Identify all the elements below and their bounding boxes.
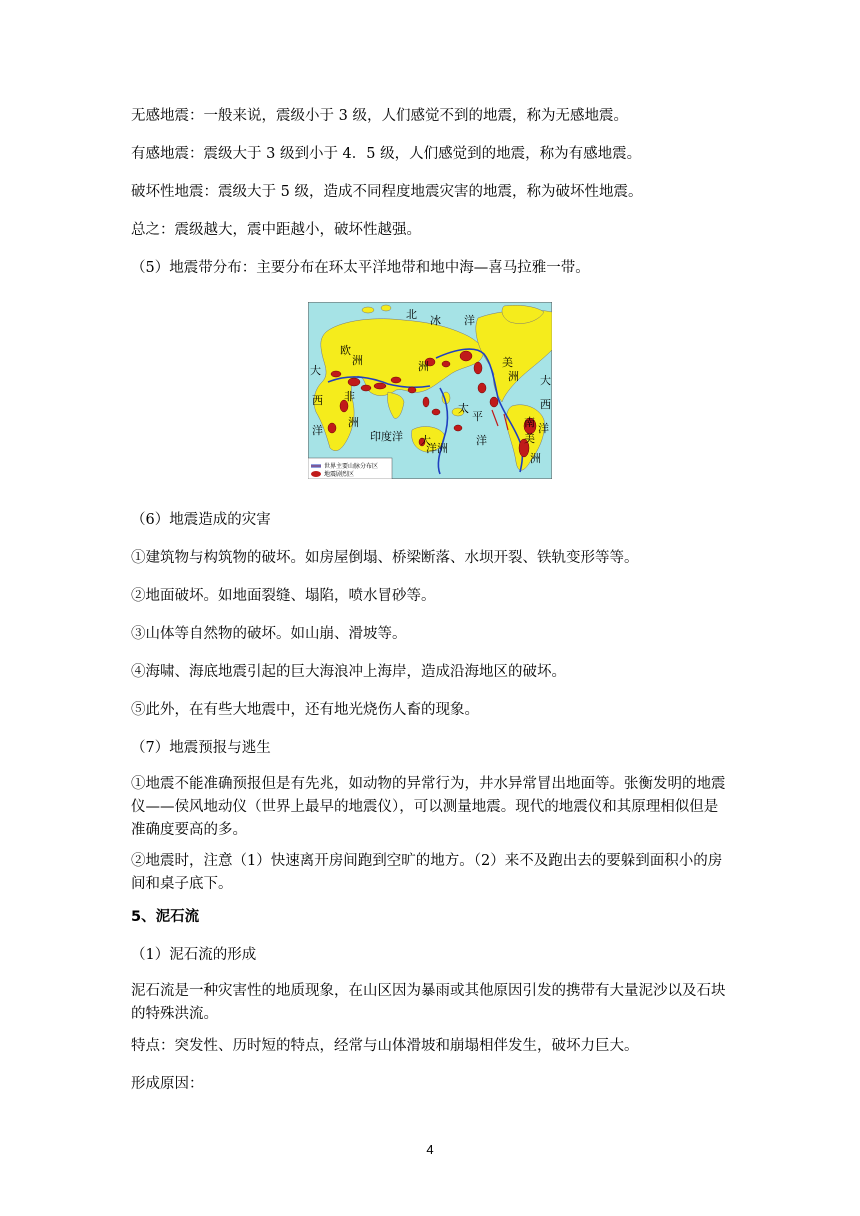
para-disaster-heading: （6）地震造成的灾害 [131,512,271,528]
label-pacific-3: 洋 [476,434,487,447]
para-debris-heading: （1）泥石流的形成 [131,947,257,963]
label-na-1: 美 [502,356,513,369]
legend-quake-swatch [311,471,321,477]
label-europe-2: 洲 [352,354,363,367]
label-atlantic-e-3: 洋 [538,422,549,435]
label-europe-1: 欧 [340,344,351,357]
para-felt-quake: 有感地震：震级大于 3 级到小于 4．5 级，人们感觉到的地震，称为有感地震。 [131,146,642,162]
legend-mountains-label: 世界主要山脉分布区 [324,463,379,470]
label-indian-ocean: 印度洋 [370,430,403,443]
para-disaster-1: ①建筑物与构筑物的破坏。如房屋倒塌、桥梁断落、水坝开裂、铁轨变形等等。 [131,550,639,566]
para-forecast-heading: （7）地震预报与逃生 [131,740,271,756]
label-ice: 冰 [430,314,441,327]
para-debris-definition: 泥石流是一种灾害性的地质现象，在山区因为暴雨或其他原因引发的携带有大量泥沙以及石块的特殊洪流。 [131,983,726,1022]
para-debris-causes: 形成原因： [131,1076,204,1092]
label-atlantic-w-3: 洋 [312,424,323,437]
para-disaster-5: ⑤此外，在有些大地震中，还有地光烧伤人畜的现象。 [131,702,479,718]
label-arctic-ocean: 洋 [464,314,475,327]
para-insensible-quake: 无感地震：一般来说，震级小于 3 级，人们感觉不到的地震，称为无感地震。 [131,108,628,124]
para-disaster-2: ②地面破坏。如地面裂缝、塌陷，喷水冒砂等。 [131,588,436,604]
label-oceania-2: 洋洲 [426,442,448,455]
label-atlantic-e-1: 大 [540,374,551,387]
label-na-2: 洲 [508,370,519,383]
seismic-belt-map [308,302,552,479]
para-disaster-3: ③山体等自然物的破坏。如山崩、滑坡等。 [131,626,407,642]
para-forecast-2: ②地震时，注意（1）快速离开房间跑到空旷的地方。（2）来不及跑出去的要躲到面积小的房间和桌子底下。 [131,853,723,892]
section-heading-debris-flow: 5、泥石流 [131,909,200,925]
label-oceania-1: 大 [420,434,431,447]
label-africa-1: 非 [344,390,355,403]
label-atlantic-w-1: 大 [310,364,321,377]
para-destructive-quake: 破坏性地震：震级大于 5 级，造成不同程度地震灾害的地震，称为破坏性地震。 [131,184,643,200]
label-pacific-2: 平 [472,410,483,423]
para-debris-features: 特点：突发性、历时短的特点，经常与山体滑坡和崩塌相伴发生，破坏力巨大。 [131,1038,639,1054]
label-north: 北 [406,308,417,321]
label-pacific-1: 太 [458,402,469,415]
label-sa-1: 南 [524,416,535,429]
legend-quakes-label: 地震剧烈区 [324,471,355,478]
label-atlantic-e-2: 西 [540,398,551,411]
para-summary: 总之：震级越大，震中距越小，破坏性越强。 [131,222,421,238]
para-forecast-1: ①地震不能准确预报但是有先兆，如动物的异常行为，井水异常冒出地面等。张衡发明的地震仪——侯风地动仪（世界上最早的地震仪），可以测量地震。现代的地震仪和其原理相似但是准确度要高的多。 [131,776,726,838]
label-atlantic-w-2: 西 [312,394,323,407]
label-sa-3: 洲 [530,452,541,465]
label-africa-2: 洲 [348,416,359,429]
label-sa-2: 美 [524,432,535,445]
page-number: 4 [426,1142,434,1157]
para-disaster-4: ④海啸、海底地震引起的巨大海浪冲上海岸，造成沿海地区的破坏。 [131,664,566,680]
para-seismic-belt: （5）地震带分布：主要分布在环太平洋地带和地中海—喜马拉雅一带。 [131,260,590,276]
label-asia: 洲 [418,360,429,373]
